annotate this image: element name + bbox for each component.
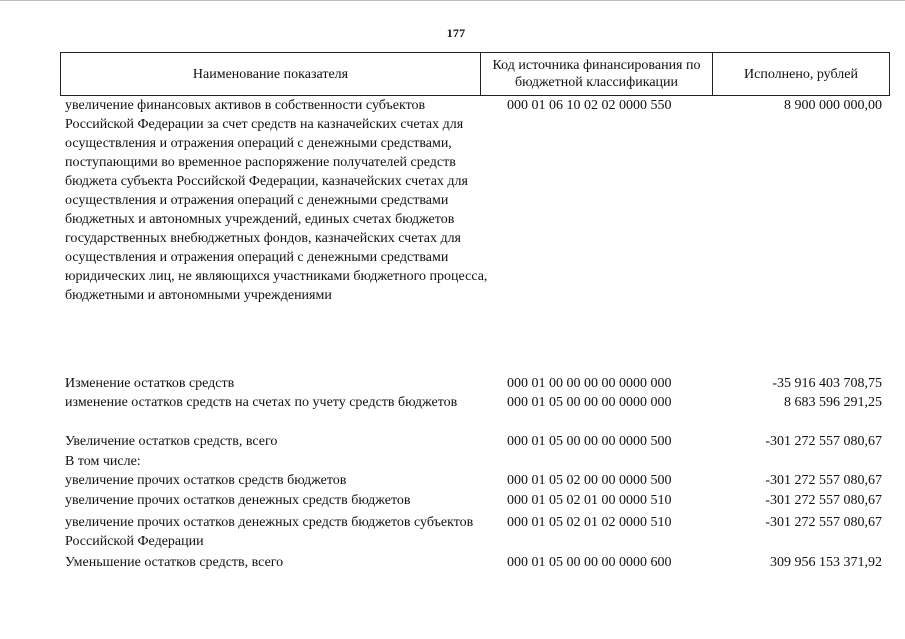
row-code: 000 01 05 00 00 00 0000 600 [507,555,672,570]
row-code: 000 01 05 02 01 00 0000 510 [507,493,672,508]
row-name: Уменьшение остатков средств, всего [65,555,284,570]
header-value-column: Исполнено, рублей [744,66,858,82]
row-name: В том числе: [65,454,141,469]
row-value: -35 916 403 708,75 [772,376,882,391]
page-number: 177 [446,26,466,40]
row-name: увеличение прочих остатков денежных средств бюджетов субъектов Российской Федерации [65,515,474,549]
row-name: увеличение прочих остатков средств бюджетов [65,473,347,488]
top-edge-line [0,0,905,1]
row-code: 000 01 05 00 00 00 0000 000 [507,395,672,410]
row-value: 8 900 000 000,00 [784,98,882,113]
row-value: -301 272 557 080,67 [765,473,882,488]
row-code: 000 01 06 10 02 02 0000 550 [507,98,672,113]
table-header [60,52,890,96]
row-code: 000 01 05 00 00 00 0000 500 [507,434,672,449]
header-name-column: Наименование показателя [61,53,481,95]
row-name: увеличение прочих остатков денежных средств бюджетов [65,493,411,508]
row-value: -301 272 557 080,67 [765,493,882,508]
row-name: Изменение остатков средств [65,376,235,391]
row-name: изменение остатков средств на счетах по учету средств бюджетов [65,395,458,410]
row-name: Увеличение остатков средств, всего [65,434,278,449]
row-code: 000 01 00 00 00 00 0000 000 [507,376,672,391]
row-value: -301 272 557 080,67 [765,515,882,530]
row-value: 309 956 153 371,92 [770,555,882,570]
row-name: увеличение финансовых активов в собственности субъектов Российской Федерации за счет средств на казначейских счетах для осуществления и отражения операций с денежными средствами, поступающими во временное распоряжение получателей средств бюджета субъекта Российской Федерации, казначейских счетах для осуществления и отражения операций с денежными средствами бюджетных и автономных учреждений, единых счетах бюджетов государственных внебюджетных фондов, казначейских счетах для осуществления и отражения операций с денежными средствами юридических лиц, не являющихся участниками бюджетного процесса, бюджетными и автономными учреждениями [65,98,488,303]
row-value: 8 683 596 291,25 [784,395,882,410]
header-code-column: Код источника финансирования по бюджетной классификации [481,53,713,95]
row-value: -301 272 557 080,67 [765,434,882,449]
row-code: 000 01 05 02 01 02 0000 510 [507,515,672,530]
row-code: 000 01 05 02 00 00 0000 500 [507,473,672,488]
